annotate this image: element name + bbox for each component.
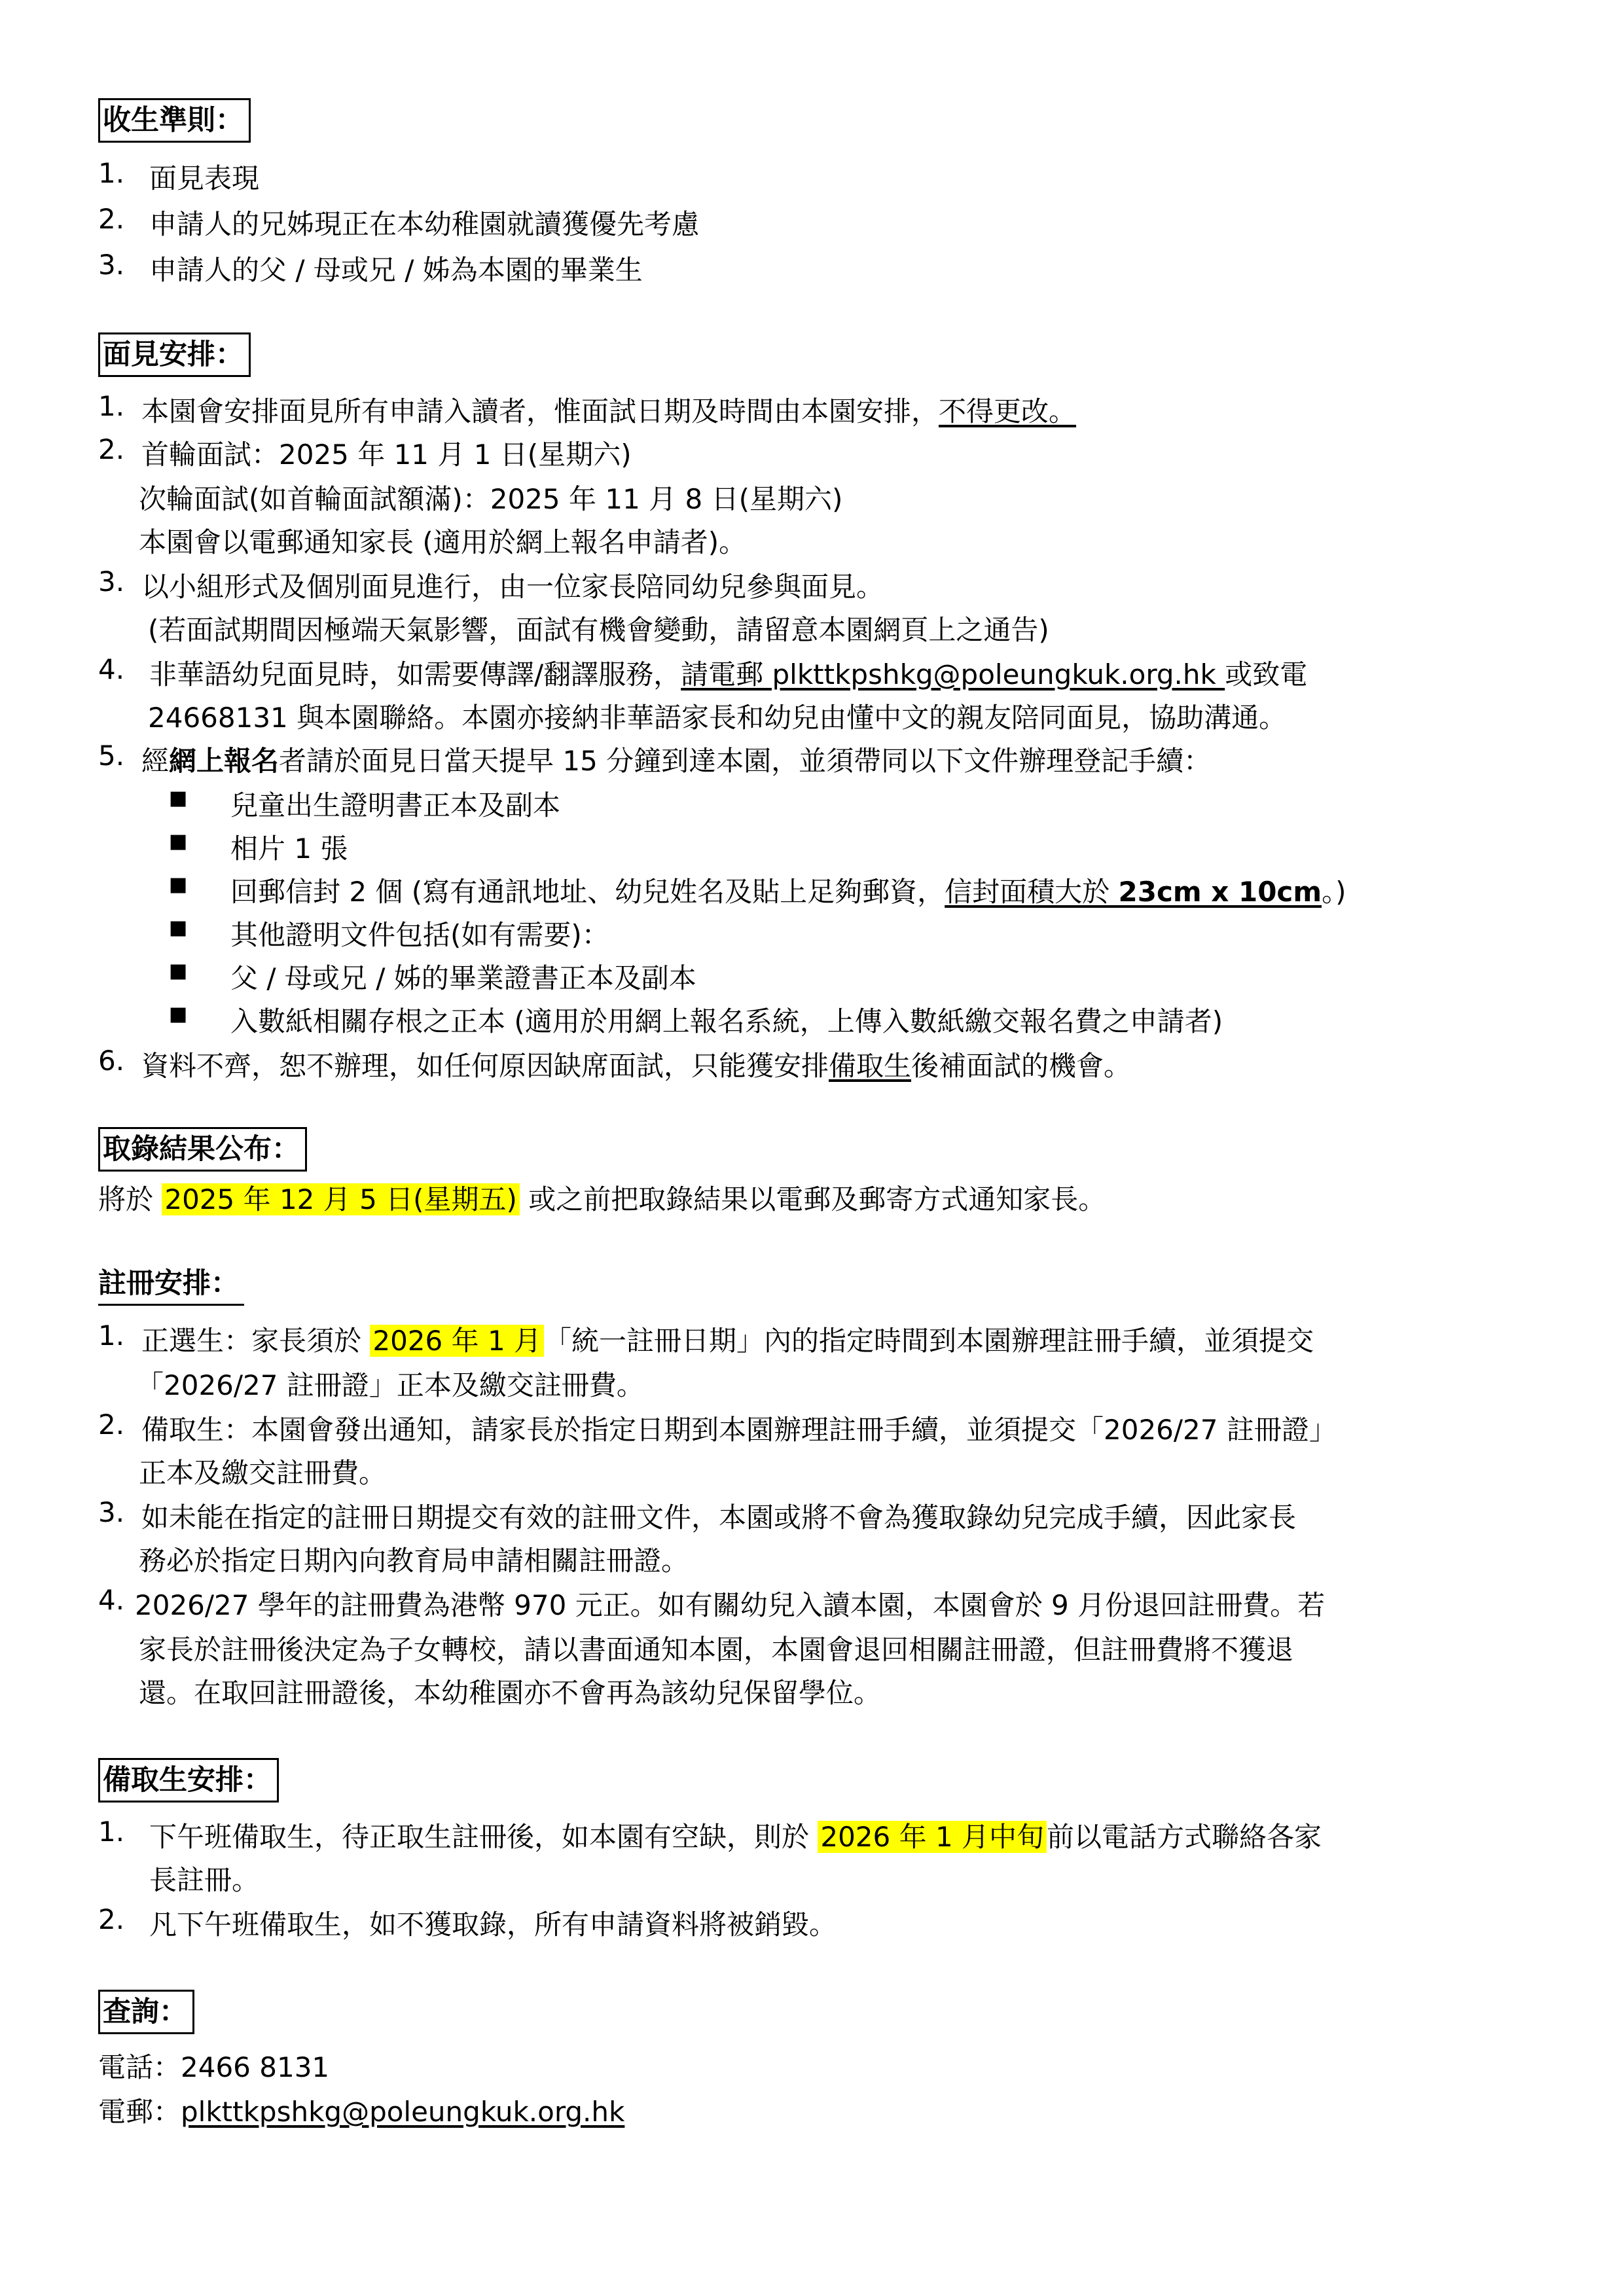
interview-item-6-pre: 資料不齊，恕不辦理，如任何原因缺席面試，只能獲安排 [141, 1050, 829, 1082]
registration-item-1-line1 [141, 1319, 1314, 1359]
admission-item-3: 申請人的父 / 母或兄 / 姊為本園的畢業生 [149, 254, 643, 286]
results-heading: 取錄結果公布： [98, 1127, 307, 1172]
envelope-pre: 回郵信封 2 個 (寫有通訊地址、幼兒姓名及貼上足夠郵資， [230, 876, 945, 908]
interview-item-3-num: 3. [98, 565, 125, 598]
registration-item-2-num: 2. [98, 1408, 125, 1441]
registration-item-1-pre: 正選生：家長須於 [141, 1325, 370, 1357]
interview-item-5 [141, 740, 1211, 779]
results-text [98, 1178, 1106, 1217]
bullet-item-envelope [230, 870, 1346, 910]
waitlist-item-1-pre: 下午班備取生，待正取生註冊後，如本園有空缺，則於 [149, 1821, 818, 1853]
interview-item-3-line2: (若面試期間因極端天氣影響，面試有機會變動，請留意本園網頁上之通告) [148, 614, 1049, 646]
registration-item-3-line1: 如未能在指定的註冊日期提交有效的註冊文件，本園或將不會為獲取錄幼兒完成手續，因此家長 [141, 1501, 1297, 1534]
bullet-icon: ■ [169, 787, 188, 810]
interview-item-5-bold: 網上報名 [169, 745, 280, 777]
bullet-icon: ■ [169, 1003, 188, 1026]
interview-item-4-post: 或致電 [1225, 658, 1308, 691]
admission-item-1: 面見表現 [149, 162, 260, 194]
bullet-item-1: 兒童出生證明書正本及副本 [230, 789, 561, 821]
enquiry-heading: 查詢： [98, 1990, 194, 2034]
bullet-icon: ■ [169, 916, 188, 939]
interview-item-2-line3: 本園會以電郵通知家長 (適用於網上報名申請者)。 [139, 526, 747, 558]
bullet-icon: ■ [169, 960, 188, 982]
registration-item-1-num: 1. [98, 1319, 125, 1352]
enquiry-phone [98, 2046, 329, 2085]
interview-item-6 [141, 1045, 1131, 1084]
interview-heading: 面見安排： [98, 332, 251, 377]
interview-item-2-line1: 首輪面試：2025 年 11 月 1 日(星期六) [141, 439, 632, 471]
envelope-size-note: 信封面積大於 23cm x 10cm [945, 876, 1322, 908]
waitlist-heading: 備取生安排： [98, 1758, 279, 1803]
interview-item-5-pre: 經 [141, 745, 170, 777]
interview-item-1 [141, 390, 1076, 429]
waitlist-date-highlight: 2026 年 1 月中旬 [818, 1821, 1047, 1853]
registration-item-2-line1: 備取生：本園會發出通知，請家長於指定日期到本園辦理註冊手續，並須提交「2026/27 註冊證」 [141, 1414, 1337, 1446]
registration-item-4-num: 4. [98, 1584, 125, 1616]
bullet-item-3: 其他證明文件包括(如有需要)： [230, 919, 609, 951]
interview-item-6-num: 6. [98, 1045, 125, 1077]
bullet-icon: ■ [169, 873, 188, 896]
interview-item-1-text: 本園會安排面見所有申請入讀者，惟面試日期及時間由本園安排， [141, 395, 939, 427]
registration-item-4-line3: 還。在取回註冊證後，本幼稚園亦不會再為該幼兒保留學位。 [139, 1677, 882, 1709]
interview-item-5-post: 者請於面見日當天提早 15 分鐘到達本園，並須帶同以下文件辦理登記手續： [279, 745, 1212, 777]
bullet-item-5: 入數紙相關存根之正本 (適用於用網上報名系統，上傳入數紙繳交報名費之申請者) [230, 1005, 1223, 1037]
interview-item-1-num: 1. [98, 390, 125, 422]
bullet-item-2: 相片 1 張 [230, 833, 348, 865]
admission-item-2-num: 2. [98, 203, 125, 235]
enquiry-phone-number[interactable]: 2466 8131 [181, 2051, 330, 2083]
registration-date-highlight: 2026 年 1 月 [370, 1325, 544, 1357]
enquiry-email-link[interactable]: plkttkpshkg@poleungkuk.org.hk [181, 2096, 625, 2128]
results-post: 或之前把取錄結果以電郵及郵寄方式通知家長。 [519, 1183, 1106, 1215]
interview-item-4-pre: 非華語幼兒面見時，如需要傳譯/翻譯服務， [149, 658, 681, 691]
registration-item-3-line2: 務必於指定日期內向教育局申請相關註冊證。 [139, 1545, 689, 1577]
interview-item-4-line2: 24668131 與本園聯絡。本園亦接納非華語家長和幼兒由懂中文的親友陪同面見，協助溝通。 [148, 702, 1287, 734]
admission-item-2: 申請人的兄姊現正在本幼稚園就讀獲優先考慮 [149, 208, 700, 240]
interview-email-link[interactable]: 請電郵 plkttkpshkg@poleungkuk.org.hk [681, 658, 1225, 691]
registration-item-1-line2: 「2026/27 註冊證」正本及繳交註冊費。 [136, 1369, 644, 1401]
registration-item-3-num: 3. [98, 1496, 125, 1528]
interview-item-2-num: 2. [98, 433, 125, 465]
bullet-item-4: 父 / 母或兄 / 姊的畢業證書正本及副本 [230, 962, 696, 994]
admission-heading: 收生準則： [98, 98, 251, 143]
interview-item-6-underlined: 備取生 [829, 1050, 912, 1082]
registration-item-4-line2: 家長於註冊後決定為子女轉校，請以書面通知本園，本園會退回相關註冊證，但註冊費將不獲退 [139, 1634, 1294, 1666]
interview-item-1-emphasis: 不得更改。 [939, 395, 1077, 427]
interview-item-4-line1 [149, 653, 1307, 692]
registration-heading: 註冊安排： [98, 1263, 244, 1306]
envelope-post: 。) [1322, 876, 1346, 908]
admission-item-3-num: 3. [98, 249, 125, 281]
admission-item-1-num: 1. [98, 157, 125, 189]
registration-item-1-post: 「統一註冊日期」內的指定時間到本園辦理註冊手續，並須提交 [544, 1325, 1314, 1357]
interview-item-2-line2: 次輪面試(如首輪面試額滿)：2025 年 11 月 8 日(星期六) [139, 483, 843, 515]
interview-item-4-num: 4. [98, 653, 125, 685]
enquiry-email-label: 電郵： [98, 2096, 181, 2128]
waitlist-item-1-line2: 長註冊。 [149, 1864, 260, 1896]
waitlist-item-1-post: 前以電話方式聯絡各家 [1047, 1821, 1322, 1853]
results-pre: 將於 [98, 1183, 162, 1215]
interview-item-3-line1: 以小組形式及個別面見進行，由一位家長陪同幼兒參與面見。 [141, 571, 884, 603]
waitlist-item-1-line1 [149, 1816, 1322, 1855]
results-date-highlight: 2025 年 12 月 5 日(星期五) [162, 1183, 520, 1215]
interview-item-6-post: 後補面試的機會。 [911, 1050, 1132, 1082]
enquiry-email [98, 2090, 624, 2130]
interview-item-5-num: 5. [98, 740, 125, 772]
enquiry-phone-label: 電話： [98, 2051, 181, 2083]
registration-item-2-line2: 正本及繳交註冊費。 [139, 1457, 387, 1489]
waitlist-item-2-num: 2. [98, 1903, 125, 1935]
registration-item-4-line1: 2026/27 學年的註冊費為港幣 970 元正。如有關幼兒入讀本園，本園會於 9 月份退回註冊費。若 [135, 1589, 1326, 1621]
bullet-icon: ■ [169, 830, 188, 853]
waitlist-item-1-num: 1. [98, 1816, 125, 1848]
waitlist-item-2: 凡下午班備取生，如不獲取錄，所有申請資料將被銷毀。 [149, 1909, 837, 1941]
